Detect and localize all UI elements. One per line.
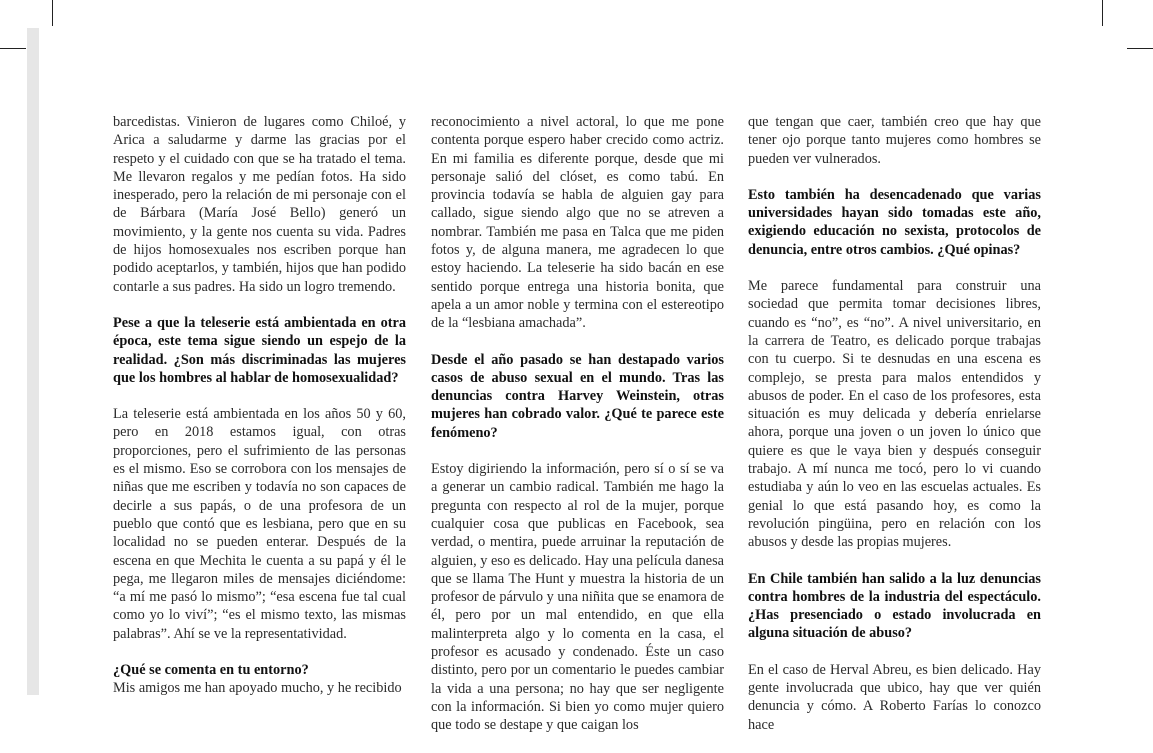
interview-question: Pese a que la teleserie está ambientada en otra época, este tema sigue siendo un espejo de la realidad. ¿Son más discriminadas las mujeres que los hombres al hablar de homosexualidad? [113,314,406,386]
page-gutter-shadow [27,28,39,695]
interview-question: Esto también ha desencadenado que varias universidades hayan sido tomadas este año, exigiendo educación no sexista, protocolos de denuncia, entre otros cambios. ¿Qué opinas? [748,186,1041,258]
body-paragraph: que tengan que caer, también creo que hay que tener ojo porque tanto mujeres como hombres se pueden ver vulnerados. [748,114,1041,167]
interview-question: ¿Qué se comenta en tu entorno? [113,662,309,679]
body-paragraph: La teleserie está ambientada en los años 50 y 60, pero en 2018 estamos igual, con otras proporciones, pero el sufrimiento de las personas es el mismo. Eso se corrobora con los mensajes de niñas que me escriben y todavía no son capaces de decirle a sus papás, o de una profesora de un pueblo que contó que es lesbiana, pero que en su localidad no se pueden enterar. Después de la escena en que Mechita le cuenta a su papá y él le pega, me llegaron miles de mensajes diciéndome: “a mí me pasó lo mismo”; “esa escena fue tal cual como yo lo viví”; “es el mismo texto, las mismas palabras”. Ahí se ve la representatividad. [113,406,406,642]
crop-mark-top-left-horizontal [0,48,26,49]
body-paragraph: En el caso de Herval Abreu, es bien delicado. Hay gente involucrada que ubico, hay que ver quién denuncia y cómo. A Roberto Farías lo conozco hace [748,661,1041,733]
interview-question: En Chile también han salido a la luz denuncias contra hombres de la industria del espectáculo. ¿Has presenciado o estado involucrada en alguna situación de abuso? [748,570,1041,642]
body-paragraph: Me parece fundamental para construir una sociedad que permita tomar decisiones libres, cuando es “no”, es “no”. A nivel universitario, en la carrera de Teatro, es delicado porque trabajas con tu cuerpo. Si te desnudas en una escena es complejo, se presta para malos entendidos y abusos de poder. En el caso de los profesores, esta situación es muy delicada y debería enrielarse ahora, porque una joven o un joven lo único que quiere es que le vaya bien y después conseguir trabajo. A mí nunca me tocó, pero lo vi cuando estudiaba y aún lo veo en las escuelas actuales. Es genial lo que está pasando hoy, es como la revolución pingüina, pero en relación con los abusos y desde las propias mujeres. [748,278,1041,551]
interview-question: Desde el año pasado se han destapado varios casos de abuso sexual en el mundo. Tras las denuncias contra Harvey Weinstein, otras mujeres han cobrado valor. ¿Qué te parece este fenómeno? [431,351,724,441]
body-paragraph: Estoy digiriendo la información, pero sí o sí se va a generar un cambio radical. También me hago la pregunta con respecto al rol de la mujer, porque cualquier cosa que publicas en Facebook, sea verdad, o mentira, puede arruinar la reputación de alguien, y eso es delicado. Hay una película danesa que se llama The Hunt y muestra la historia de un profesor de párvulo y una niñita que se enamora de él, pero por un mal entendido, en que ella malinterpreta algo y lo comenta en la casa, el profesor es acusado y condenado. Éste un caso distinto, pero por un comentario le puedes cambiar la vida a una persona; no hay que ser negligente con la información. Si bien yo como mujer quiero que todo se destape y que caigan los [431,461,724,734]
body-paragraph: barcedistas. Vinieron de lugares como Chiloé, y Arica a saludarme y darme las gracias por el respeto y el cuidado con que se ha tratado el tema. Me llevaron regalos y me pedían fotos. Ha sido inesperado, pero la relación de mi personaje con el de Bárbara (María José Bello) generó un movimiento, y la gente nos cuenta su vida. Padres de hijos homosexuales nos escriben porque han podido aceptarlos, y también, hijos que han podido contarle a sus padres. Ha sido un logro tremendo. [113,114,406,295]
body-paragraph: reconocimiento a nivel actoral, lo que me pone contenta porque espero haber crecido como actriz. En mi familia es diferente porque, desde que mi personaje salió del clóset, es como tabú. En provincia todavía se habla de alguien gay para callado, sigue siendo algo que no se atreven a nombrar. También me pasa en Talca que me piden fotos y, de alguna manera, me agradecen lo que estoy haciendo. La teleserie ha sido bacán en ese sentido porque entrega una historia bonita, que apela a un amor noble y termina con el estereotipo de la “lesbiana amachada”. [431,114,724,332]
body-paragraph: Mis amigos me han apoyado mucho, y he recibido [113,680,402,697]
crop-mark-top-right-vertical [1102,0,1103,26]
text-column-1 [113,113,406,716]
crop-mark-top-left-vertical [52,0,53,26]
text-column-2 [431,113,724,753]
crop-mark-top-right-horizontal [1127,48,1153,49]
text-column-3 [748,113,1041,752]
